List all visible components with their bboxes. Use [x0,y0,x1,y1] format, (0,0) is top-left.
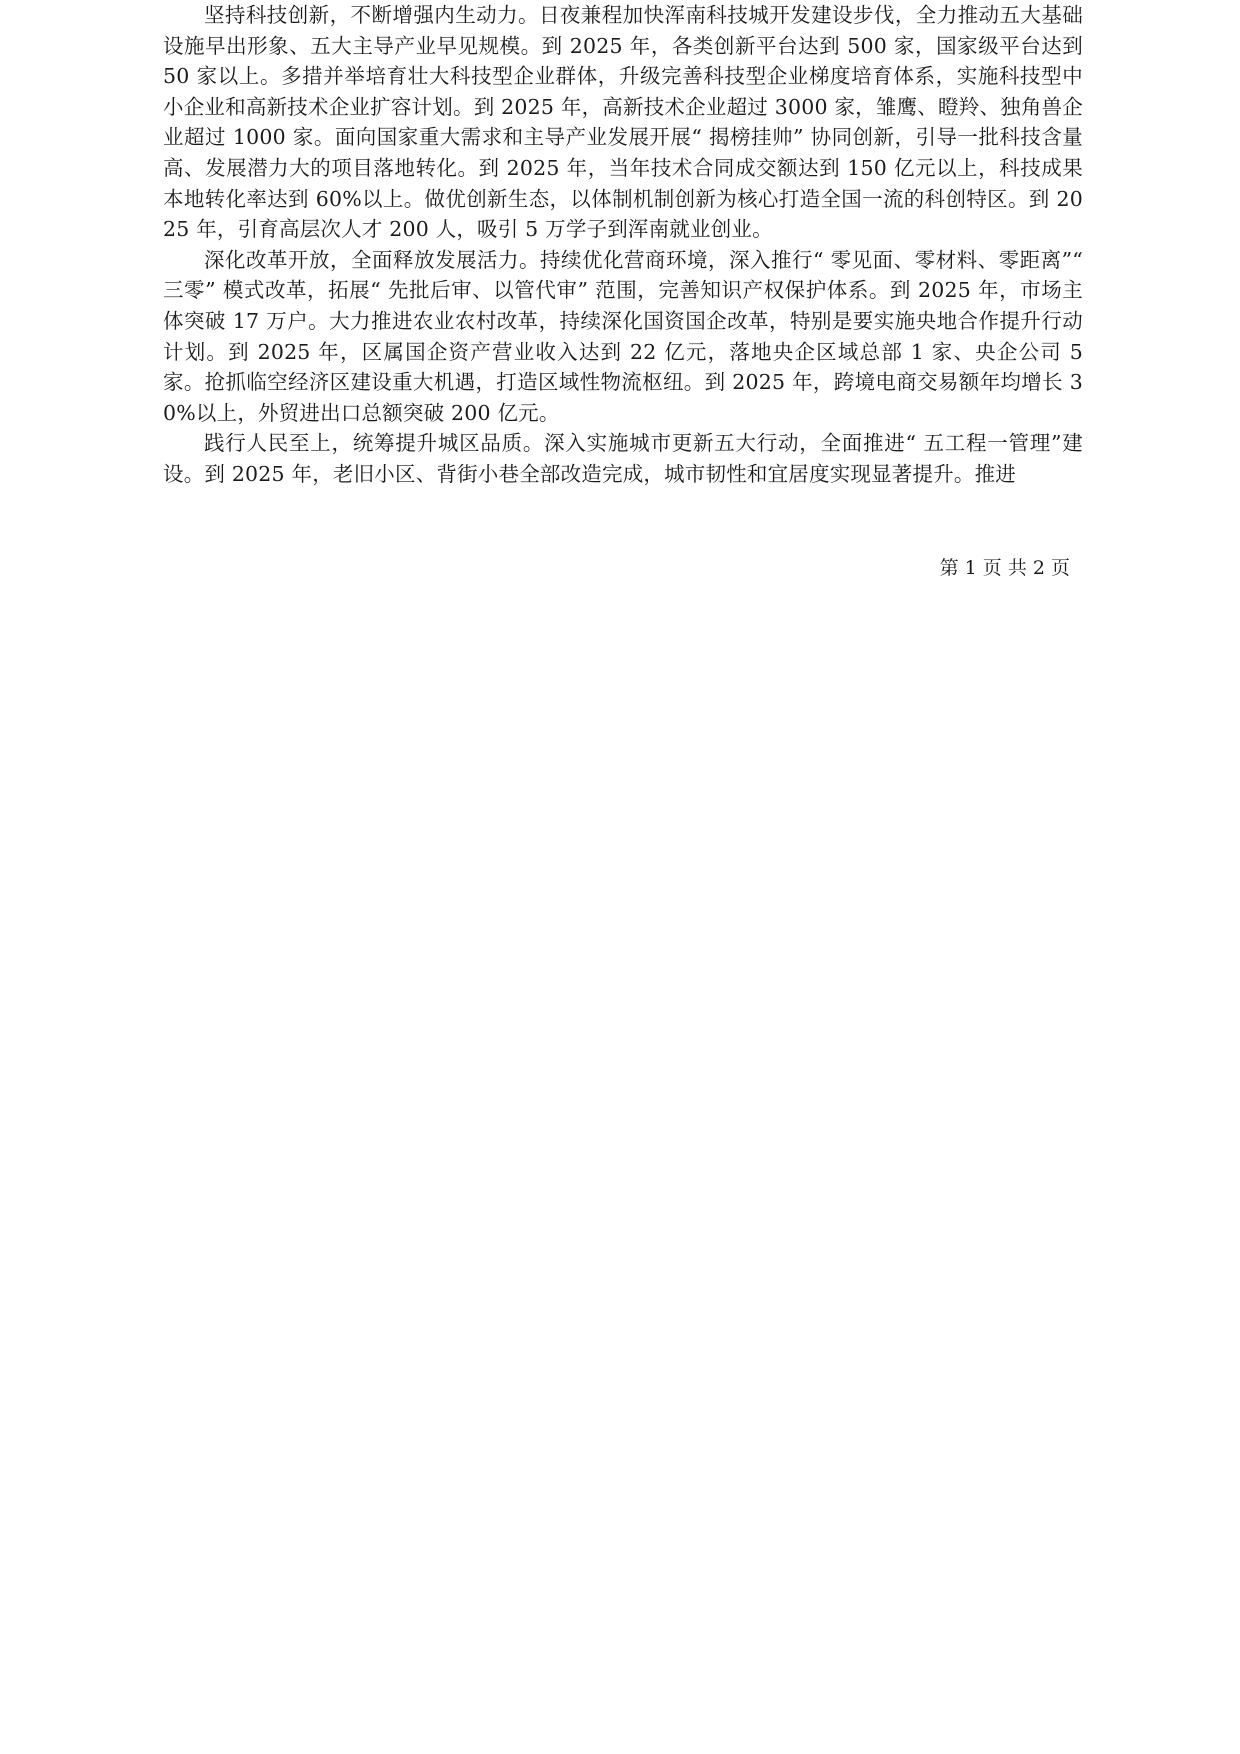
document-body [163,0,1083,490]
paragraph-urban-quality: 践行人民至上，统筹提升城区品质。深入实施城市更新五大行动，全面推进“ 五工程一管理”建设。到 2025 年，老旧小区、背街小巷全部改造完成，城市韧性和宜居度实现显著提升。推进 [163,431,1083,486]
paragraph-reform-opening: 深化改革开放，全面释放发展活力。持续优化营商环境，深入推行“ 零见面、零材料、零距离”“ 三零” 模式改革，拓展“ 先批后审、以管代审” 范围，完善知识产权保护体系。到 2025 年，市场主体突破 17 万户。大力推进农业农村改革，持续深化国资国企改革，特别是要实施央地合作提升行动计划。到 2025 年，区属国企资产营业收入达到 22 亿元，落地央企区域总部 1 家、央企公司 5 家。抢抓临空经济区建设重大机遇，打造区域性物流枢纽。到 2025 年，跨境电商交易额年均增长 30%以上，外贸进出口总额突破 200 亿元。 [163,247,1083,425]
paragraph-tech-innovation: 坚持科技创新，不断增强内生动力。日夜兼程加快浑南科技城开发建设步伐，全力推动五大基础设施早出形象、五大主导产业早见规模。到 2025 年，各类创新平台达到 500 家，国家级平台达到 50 家以上。多措并举培育壮大科技型企业群体，升级完善科技型企业梯度培育体系，实施科技型中小企业和高新技术企业扩容计划。到 2025 年，高新技术企业超过 3000 家，雏鹰、瞪羚、独角兽企业超过 1000 家。面向国家重大需求和主导产业发展开展“ 揭榜挂帅” 协同创新，引导一批科技含量高、发展潜力大的项目落地转化。到 2025 年，当年技术合同成交额达到 150 亿元以上，科技成果本地转化率达到 60%以上。做优创新生态，以体制机制创新为核心打造全国一流的科创特区。到 2025 年，引育高层次人才 200 人，吸引 5 万学子到浑南就业创业。 [163,3,1083,242]
page-number: 第 1 页 共 2 页 [939,557,1070,579]
